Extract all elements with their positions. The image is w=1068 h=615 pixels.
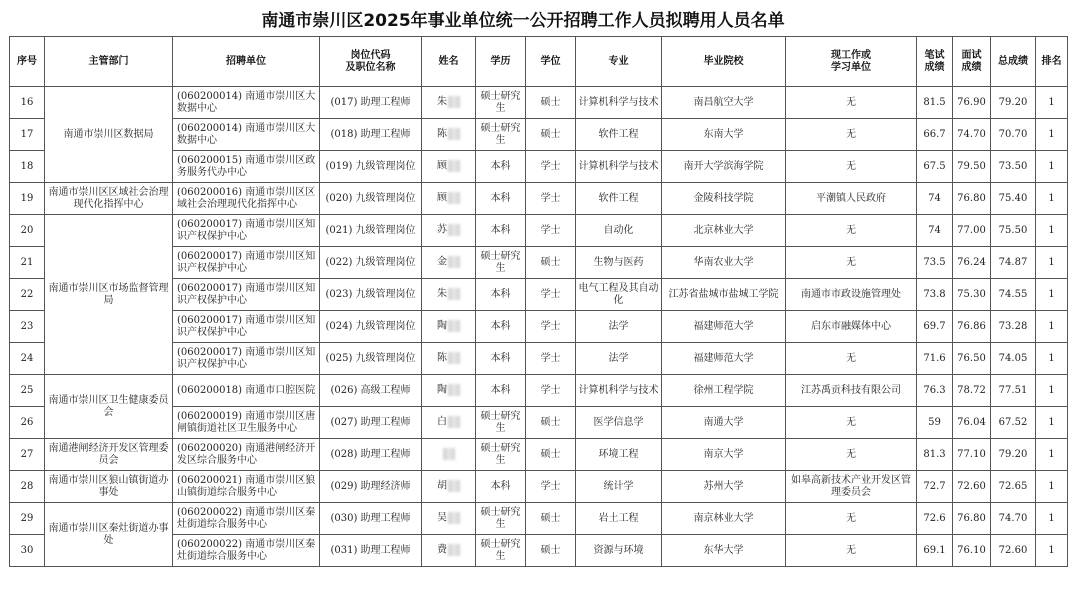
- cell-name: [422, 119, 476, 151]
- cell-unit: (060200019) 南通市崇川区唐闸镇街道社区卫生服务中心: [173, 407, 320, 439]
- cell-total: 74.55: [991, 279, 1036, 311]
- dept-cell: 南通市崇川区狼山镇街道办事处: [45, 471, 173, 503]
- redaction-mark: [448, 416, 460, 428]
- cell-work: 无: [786, 343, 917, 375]
- cell-interview: 78.72: [953, 375, 991, 407]
- cell-major: 岩土工程: [576, 503, 662, 535]
- cell-major: 医学信息学: [576, 407, 662, 439]
- name-text: 陈: [437, 128, 447, 140]
- cell-interview: 77.10: [953, 439, 991, 471]
- cell-degree: 硕士: [526, 503, 576, 535]
- cell-interview: 76.24: [953, 247, 991, 279]
- cell-school: 金陵科技学院: [662, 183, 786, 215]
- name-text: 顾: [437, 160, 447, 172]
- cell-written: 72.6: [917, 503, 953, 535]
- cell-rank: 1: [1036, 375, 1068, 407]
- cell-name: [422, 503, 476, 535]
- cell-name: [422, 279, 476, 311]
- cell-rank: 1: [1036, 87, 1068, 119]
- cell-rank: 1: [1036, 439, 1068, 471]
- page-title: 南通市崇川区2025年事业单位统一公开招聘工作人员拟聘用人员名单: [261, 11, 785, 31]
- header-degree: 学位: [526, 37, 576, 87]
- cell-total: 72.60: [991, 535, 1036, 567]
- name-text: 胡: [437, 480, 447, 492]
- cell-total: 74.87: [991, 247, 1036, 279]
- cell-no: 27: [10, 439, 45, 471]
- header-major: 专业: [576, 37, 662, 87]
- cell-post: (027) 助理工程师: [320, 407, 422, 439]
- header-total: 总成绩: [991, 37, 1036, 87]
- cell-school: 南昌航空大学: [662, 87, 786, 119]
- cell-degree: 硕士: [526, 439, 576, 471]
- table-row: [10, 471, 1068, 503]
- cell-written: 73.8: [917, 279, 953, 311]
- cell-no: 22: [10, 279, 45, 311]
- redaction-mark: [448, 96, 460, 108]
- cell-written: 59: [917, 407, 953, 439]
- name-text: 朱: [437, 96, 447, 108]
- cell-no: 20: [10, 215, 45, 247]
- cell-unit: (060200017) 南通市崇川区知识产权保护中心: [173, 279, 320, 311]
- cell-school: 江苏省盐城市盐城工学院: [662, 279, 786, 311]
- cell-total: 75.40: [991, 183, 1036, 215]
- cell-post: (028) 助理工程师: [320, 439, 422, 471]
- cell-post: (029) 助理经济师: [320, 471, 422, 503]
- applicant-table: [9, 36, 1068, 567]
- header-edu: 学历: [476, 37, 526, 87]
- redaction-mark: [448, 224, 460, 236]
- cell-written: 69.7: [917, 311, 953, 343]
- cell-no: 25: [10, 375, 45, 407]
- cell-work: 无: [786, 119, 917, 151]
- cell-name: [422, 151, 476, 183]
- cell-major: 电气工程及其自动化: [576, 279, 662, 311]
- cell-edu: 硕士研究生: [476, 439, 526, 471]
- cell-major: 资源与环境: [576, 535, 662, 567]
- cell-work: 无: [786, 503, 917, 535]
- cell-post: (025) 九级管理岗位: [320, 343, 422, 375]
- cell-work: 无: [786, 535, 917, 567]
- cell-major: 法学: [576, 311, 662, 343]
- cell-school: 南京大学: [662, 439, 786, 471]
- cell-school: 南京林业大学: [662, 503, 786, 535]
- cell-major: 软件工程: [576, 183, 662, 215]
- cell-major: 计算机科学与技术: [576, 87, 662, 119]
- redaction-mark: [448, 160, 460, 172]
- cell-unit: (060200016) 南通市崇川区区域社会治理现代化指挥中心: [173, 183, 320, 215]
- dept-cell: 南通市崇川区数据局: [45, 87, 173, 183]
- cell-rank: 1: [1036, 311, 1068, 343]
- cell-degree: 硕士: [526, 407, 576, 439]
- cell-edu: 硕士研究生: [476, 503, 526, 535]
- cell-no: 21: [10, 247, 45, 279]
- cell-written: 71.6: [917, 343, 953, 375]
- cell-major: 计算机科学与技术: [576, 151, 662, 183]
- cell-post: (031) 助理工程师: [320, 535, 422, 567]
- cell-name: [422, 247, 476, 279]
- cell-written: 74: [917, 215, 953, 247]
- cell-total: 79.20: [991, 439, 1036, 471]
- cell-unit: (060200017) 南通市崇川区知识产权保护中心: [173, 247, 320, 279]
- cell-post: (022) 九级管理岗位: [320, 247, 422, 279]
- cell-written: 67.5: [917, 151, 953, 183]
- cell-school: 徐州工程学院: [662, 375, 786, 407]
- cell-rank: 1: [1036, 343, 1068, 375]
- cell-rank: 1: [1036, 215, 1068, 247]
- cell-major: 环境工程: [576, 439, 662, 471]
- dept-cell: 南通港闸经济开发区管理委员会: [45, 439, 173, 471]
- cell-work: 如皋高新技术产业开发区管理委员会: [786, 471, 917, 503]
- cell-rank: 1: [1036, 151, 1068, 183]
- cell-no: 28: [10, 471, 45, 503]
- dept-cell: 南通市崇川区区域社会治理现代化指挥中心: [45, 183, 173, 215]
- cell-unit: (060200021) 南通市崇川区狼山镇街道综合服务中心: [173, 471, 320, 503]
- cell-no: 17: [10, 119, 45, 151]
- cell-name: [422, 183, 476, 215]
- table-row: [10, 375, 1068, 407]
- cell-no: 24: [10, 343, 45, 375]
- cell-edu: 本科: [476, 279, 526, 311]
- cell-degree: 学士: [526, 343, 576, 375]
- cell-interview: 75.30: [953, 279, 991, 311]
- cell-major: 生物与医药: [576, 247, 662, 279]
- cell-written: 72.7: [917, 471, 953, 503]
- cell-edu: 本科: [476, 343, 526, 375]
- cell-unit: (060200018) 南通市口腔医院: [173, 375, 320, 407]
- table-row: [10, 439, 1068, 471]
- cell-rank: 1: [1036, 503, 1068, 535]
- name-text: 金: [437, 256, 447, 268]
- cell-name: [422, 407, 476, 439]
- header-rank: 排名: [1036, 37, 1068, 87]
- table-row: [10, 183, 1068, 215]
- cell-post: (030) 助理工程师: [320, 503, 422, 535]
- cell-rank: 1: [1036, 407, 1068, 439]
- cell-rank: 1: [1036, 279, 1068, 311]
- dept-cell: 南通市崇川区市场监督管理局: [45, 215, 173, 375]
- cell-interview: 76.80: [953, 183, 991, 215]
- cell-major: 法学: [576, 343, 662, 375]
- name-text: 陶: [437, 320, 447, 332]
- cell-work: 江苏禹贡科技有限公司: [786, 375, 917, 407]
- cell-unit: (060200022) 南通市崇川区秦灶街道综合服务中心: [173, 535, 320, 567]
- name-text: 顾: [437, 192, 447, 204]
- cell-interview: 76.86: [953, 311, 991, 343]
- cell-edu: 本科: [476, 311, 526, 343]
- cell-work: 南通市市政设施管理处: [786, 279, 917, 311]
- cell-written: 81.3: [917, 439, 953, 471]
- cell-name: [422, 375, 476, 407]
- cell-written: 66.7: [917, 119, 953, 151]
- cell-degree: 硕士: [526, 87, 576, 119]
- cell-school: 苏州大学: [662, 471, 786, 503]
- cell-post: (026) 高级工程师: [320, 375, 422, 407]
- cell-work: 无: [786, 247, 917, 279]
- cell-school: 南开大学滨海学院: [662, 151, 786, 183]
- cell-degree: 硕士: [526, 247, 576, 279]
- name-text: 吴: [437, 512, 447, 524]
- cell-degree: 学士: [526, 311, 576, 343]
- cell-work: 启东市融媒体中心: [786, 311, 917, 343]
- cell-school: 北京林业大学: [662, 215, 786, 247]
- cell-no: 18: [10, 151, 45, 183]
- cell-unit: (060200017) 南通市崇川区知识产权保护中心: [173, 215, 320, 247]
- cell-no: 29: [10, 503, 45, 535]
- cell-degree: 硕士: [526, 119, 576, 151]
- cell-degree: 学士: [526, 151, 576, 183]
- cell-work: 无: [786, 87, 917, 119]
- cell-rank: 1: [1036, 535, 1068, 567]
- cell-post: (019) 九级管理岗位: [320, 151, 422, 183]
- cell-interview: 76.10: [953, 535, 991, 567]
- cell-total: 74.70: [991, 503, 1036, 535]
- cell-degree: 学士: [526, 215, 576, 247]
- cell-no: 19: [10, 183, 45, 215]
- header-no: 序号: [10, 37, 45, 87]
- redaction-mark: [448, 384, 460, 396]
- header-school: 毕业院校: [662, 37, 786, 87]
- redaction-mark: [448, 288, 460, 300]
- name-text: 苏: [437, 224, 447, 236]
- cell-interview: 74.70: [953, 119, 991, 151]
- cell-unit: (060200014) 南通市崇川区大数据中心: [173, 119, 320, 151]
- name-text: 白: [437, 416, 447, 428]
- header-row: [10, 37, 1068, 87]
- cell-name: [422, 311, 476, 343]
- cell-total: 73.28: [991, 311, 1036, 343]
- cell-name: [422, 343, 476, 375]
- table-row: [10, 87, 1068, 119]
- cell-post: (017) 助理工程师: [320, 87, 422, 119]
- name-text: 陈: [437, 352, 447, 364]
- cell-no: 26: [10, 407, 45, 439]
- cell-unit: (060200017) 南通市崇川区知识产权保护中心: [173, 343, 320, 375]
- cell-degree: 学士: [526, 471, 576, 503]
- cell-interview: 77.00: [953, 215, 991, 247]
- cell-unit: (060200022) 南通市崇川区秦灶街道综合服务中心: [173, 503, 320, 535]
- cell-interview: 76.90: [953, 87, 991, 119]
- cell-post: (023) 九级管理岗位: [320, 279, 422, 311]
- cell-unit: (060200015) 南通市崇川区政务服务代办中心: [173, 151, 320, 183]
- cell-name: [422, 87, 476, 119]
- redaction-mark: [448, 512, 460, 524]
- cell-written: 81.5: [917, 87, 953, 119]
- redaction-mark: [448, 352, 460, 364]
- cell-edu: 硕士研究生: [476, 247, 526, 279]
- name-text: 朱: [437, 288, 447, 300]
- header-interview: 面试 成绩: [953, 37, 991, 87]
- cell-edu: 硕士研究生: [476, 87, 526, 119]
- cell-major: 计算机科学与技术: [576, 375, 662, 407]
- cell-unit: (060200020) 南通港闸经济开发区综合服务中心: [173, 439, 320, 471]
- cell-no: 16: [10, 87, 45, 119]
- cell-edu: 本科: [476, 151, 526, 183]
- header-written: 笔试 成绩: [917, 37, 953, 87]
- cell-unit: (060200014) 南通市崇川区大数据中心: [173, 87, 320, 119]
- cell-written: 76.3: [917, 375, 953, 407]
- cell-degree: 学士: [526, 183, 576, 215]
- cell-name: [422, 471, 476, 503]
- redaction-mark: [448, 192, 460, 204]
- cell-work: 无: [786, 151, 917, 183]
- cell-interview: 76.80: [953, 503, 991, 535]
- redaction-mark: [443, 448, 455, 460]
- cell-edu: 硕士研究生: [476, 535, 526, 567]
- cell-total: 70.70: [991, 119, 1036, 151]
- redaction-mark: [448, 128, 460, 140]
- name-text: 费: [437, 544, 447, 556]
- cell-unit: (060200017) 南通市崇川区知识产权保护中心: [173, 311, 320, 343]
- cell-school: 福建师范大学: [662, 311, 786, 343]
- cell-school: 东华大学: [662, 535, 786, 567]
- cell-total: 74.05: [991, 343, 1036, 375]
- cell-major: 软件工程: [576, 119, 662, 151]
- cell-post: (024) 九级管理岗位: [320, 311, 422, 343]
- cell-total: 72.65: [991, 471, 1036, 503]
- redaction-mark: [448, 544, 460, 556]
- cell-name: [422, 439, 476, 471]
- cell-work: 无: [786, 215, 917, 247]
- cell-edu: 硕士研究生: [476, 407, 526, 439]
- cell-rank: 1: [1036, 119, 1068, 151]
- cell-degree: 学士: [526, 375, 576, 407]
- cell-major: 自动化: [576, 215, 662, 247]
- cell-degree: 硕士: [526, 535, 576, 567]
- redaction-mark: [448, 320, 460, 332]
- cell-total: 67.52: [991, 407, 1036, 439]
- cell-work: 平潮镇人民政府: [786, 183, 917, 215]
- header-work: 现工作或 学习单位: [786, 37, 917, 87]
- cell-rank: 1: [1036, 471, 1068, 503]
- cell-interview: 79.50: [953, 151, 991, 183]
- cell-work: 无: [786, 439, 917, 471]
- cell-edu: 硕士研究生: [476, 119, 526, 151]
- header-post: 岗位代码 及职位名称: [320, 37, 422, 87]
- cell-written: 69.1: [917, 535, 953, 567]
- cell-major: 统计学: [576, 471, 662, 503]
- cell-total: 73.50: [991, 151, 1036, 183]
- table-row: [10, 503, 1068, 535]
- header-name: 姓名: [422, 37, 476, 87]
- cell-rank: 1: [1036, 183, 1068, 215]
- cell-rank: 1: [1036, 247, 1068, 279]
- cell-interview: 76.04: [953, 407, 991, 439]
- cell-edu: 本科: [476, 471, 526, 503]
- cell-written: 74: [917, 183, 953, 215]
- cell-school: 东南大学: [662, 119, 786, 151]
- dept-cell: 南通市崇川区秦灶街道办事处: [45, 503, 173, 567]
- cell-written: 73.5: [917, 247, 953, 279]
- cell-total: 77.51: [991, 375, 1036, 407]
- cell-edu: 本科: [476, 183, 526, 215]
- cell-edu: 本科: [476, 215, 526, 247]
- redaction-mark: [448, 256, 460, 268]
- name-text: 陶: [437, 384, 447, 396]
- cell-post: (021) 九级管理岗位: [320, 215, 422, 247]
- cell-interview: 76.50: [953, 343, 991, 375]
- cell-post: (018) 助理工程师: [320, 119, 422, 151]
- header-dept: 主管部门: [45, 37, 173, 87]
- dept-cell: 南通市崇川区卫生健康委员会: [45, 375, 173, 439]
- cell-interview: 72.60: [953, 471, 991, 503]
- cell-no: 23: [10, 311, 45, 343]
- cell-work: 无: [786, 407, 917, 439]
- redaction-mark: [448, 480, 460, 492]
- cell-total: 79.20: [991, 87, 1036, 119]
- cell-degree: 学士: [526, 279, 576, 311]
- cell-school: 华南农业大学: [662, 247, 786, 279]
- cell-post: (020) 九级管理岗位: [320, 183, 422, 215]
- cell-total: 75.50: [991, 215, 1036, 247]
- cell-name: [422, 535, 476, 567]
- cell-school: 福建师范大学: [662, 343, 786, 375]
- cell-name: [422, 215, 476, 247]
- table-row: [10, 215, 1068, 247]
- cell-no: 30: [10, 535, 45, 567]
- cell-school: 南通大学: [662, 407, 786, 439]
- cell-edu: 本科: [476, 375, 526, 407]
- header-unit: 招聘单位: [173, 37, 320, 87]
